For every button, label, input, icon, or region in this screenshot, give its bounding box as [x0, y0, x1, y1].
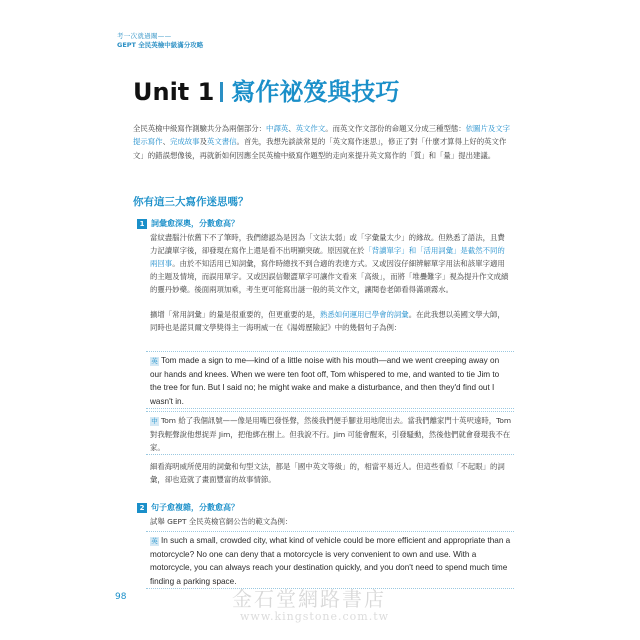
para-text: 。在此我想以美國文學大師，同時也是諾貝爾文學獎得主一海明威一在《湯姆歷險記》中的幾個句子為例： — [150, 310, 505, 332]
point-2-number: 2 — [137, 503, 147, 513]
example-1-chinese — [150, 414, 512, 455]
intro-highlight: 英文作文 — [295, 124, 326, 133]
intro-text: 及 — [199, 137, 207, 147]
intro-highlight: 完成故事 — [169, 137, 200, 147]
page-number: 98 — [115, 592, 127, 602]
english-tag: 英 — [151, 357, 158, 365]
intro-text: 全民英檢中級寫作測驗共分為兩個部分： — [133, 124, 267, 133]
unit-heading — [133, 72, 399, 107]
paragraph-3: 細看海明威所使用的詞彙和句型文法，都是「國中英文等級」的，相當平易近人。但這些看似「不起眼」的詞彙，卻也造就了畫面豐富的故事情節。 — [150, 462, 505, 484]
point-1-number: 1 — [137, 219, 147, 229]
header-line1: 考一次就過關—— — [117, 32, 172, 40]
intro-highlight: 依圖片及文字提示寫作 — [133, 124, 511, 147]
section-title: 你有這三大寫作迷思嗎？ — [133, 196, 249, 208]
example-1-english-text: Tom made a sign to me—kind of a little noise with his mouth—and we went creeping away on our hands and knees. When we were ten foot off, Tom whispered to me, and wanted to tie Jim to the tree for fun. But I said no; he might wake and make a disturbance, and then they'd find out I wasn't in. — [150, 356, 500, 406]
example-2-english — [150, 534, 512, 588]
paragraph-4: 試舉 GEPT 全民英檢官網公告的範文為例： — [150, 517, 293, 526]
chinese-tag: 中 — [151, 417, 158, 425]
intro-text: 、 — [162, 137, 170, 147]
para-text: 當紋盡腦汁依舊下不了筆時，我們總認為是因為「文法太弱」或「字彙量太少」的緣故。但熟悉了語法，且費力記讀單字後，卻發現在寫作上還是看不出明顯突破。原因就在於 — [150, 233, 505, 255]
para-highlight: 「背讀單字」和「活用詞彙」是截然不同的兩回事 — [150, 245, 505, 268]
example-1-chinese-text: Tom 給了我個訊號——像是用嘴巴發怪聲，然後我們便手腳並用地爬出去。當我們離家門十英呎遠時，Tom 對我輕聲說他想捉弄 Jim，把他綁在樹上。但我說不行。Jim 可能會醒來，引發騷動，然後他們就會發現我不在家。 — [150, 416, 512, 452]
point-2-title: 句子愈複雜，分數愈高？ — [151, 503, 239, 512]
example-1-english — [150, 354, 512, 408]
intro-highlight: 中譯英 — [266, 124, 289, 133]
intro-highlight: 英文書信 — [206, 137, 237, 147]
para-highlight: 熟悉如何運用已學會的詞彙 — [320, 310, 409, 319]
unit-label: Unit 1 — [133, 78, 215, 106]
watermark-logo: 金石堂網路書店 — [232, 587, 386, 611]
paragraph-2 — [150, 309, 512, 335]
running-header — [117, 32, 203, 50]
unit-title: 寫作祕笈與技巧 — [231, 78, 400, 106]
example-2-english-text: In such a small, crowded city, what kind of vehicle could be more efficient and appropriate than a motorcycle? No one can deny that a motorcycle is very convenient to own and use. With a motorcycle, you can always reach your destination quickly, and you don't need to spend much time finding a parking space. — [150, 536, 511, 586]
intro-text: 。而英文作文部份的命題又分成三種型態： — [325, 124, 466, 133]
para-text: 擴增「常用詞彙」的量是很重要的，但更重要的是， — [150, 310, 320, 319]
point-2-heading — [137, 502, 239, 513]
intro-text: 、 — [288, 124, 296, 133]
title-divider — [220, 82, 223, 102]
para-text: 。由於不知活用已知詞彙，寫作時總找不到合適的表達方式。又或因沒仔細辨解單字用法和該單字適用的主題及情境，而誤用單字。又或因誤信艱澀單字可讓作文看來「高級」，而將「堆疊難字」視為提升作文成績的靈丹妙藥。後面兩項加乘，考生更可能寫出謎一般的英文作文，讓閱卷老師看得滿頭霧水。 — [150, 258, 509, 294]
watermark-url: www.kingstone.com.tw — [240, 610, 390, 623]
paragraph-1 — [150, 232, 512, 297]
point-1-title: 詞彙愈深奧，分數愈高？ — [151, 219, 239, 228]
header-line2: GEPT 全民英檢中級滿分攻略 — [117, 41, 204, 49]
english-tag: 英 — [151, 537, 158, 545]
intro-text: 。首先，我想先談談常見的「英文寫作迷思」，修正了對「什麼才算得上好的英文作文」的錯誤想像後，再就新如何因應全民英檢中級寫作題型的走向來提升英文寫作的「質」和「量」提出建議。 — [133, 137, 507, 160]
point-1-heading — [137, 218, 239, 229]
intro-paragraph — [133, 122, 511, 162]
